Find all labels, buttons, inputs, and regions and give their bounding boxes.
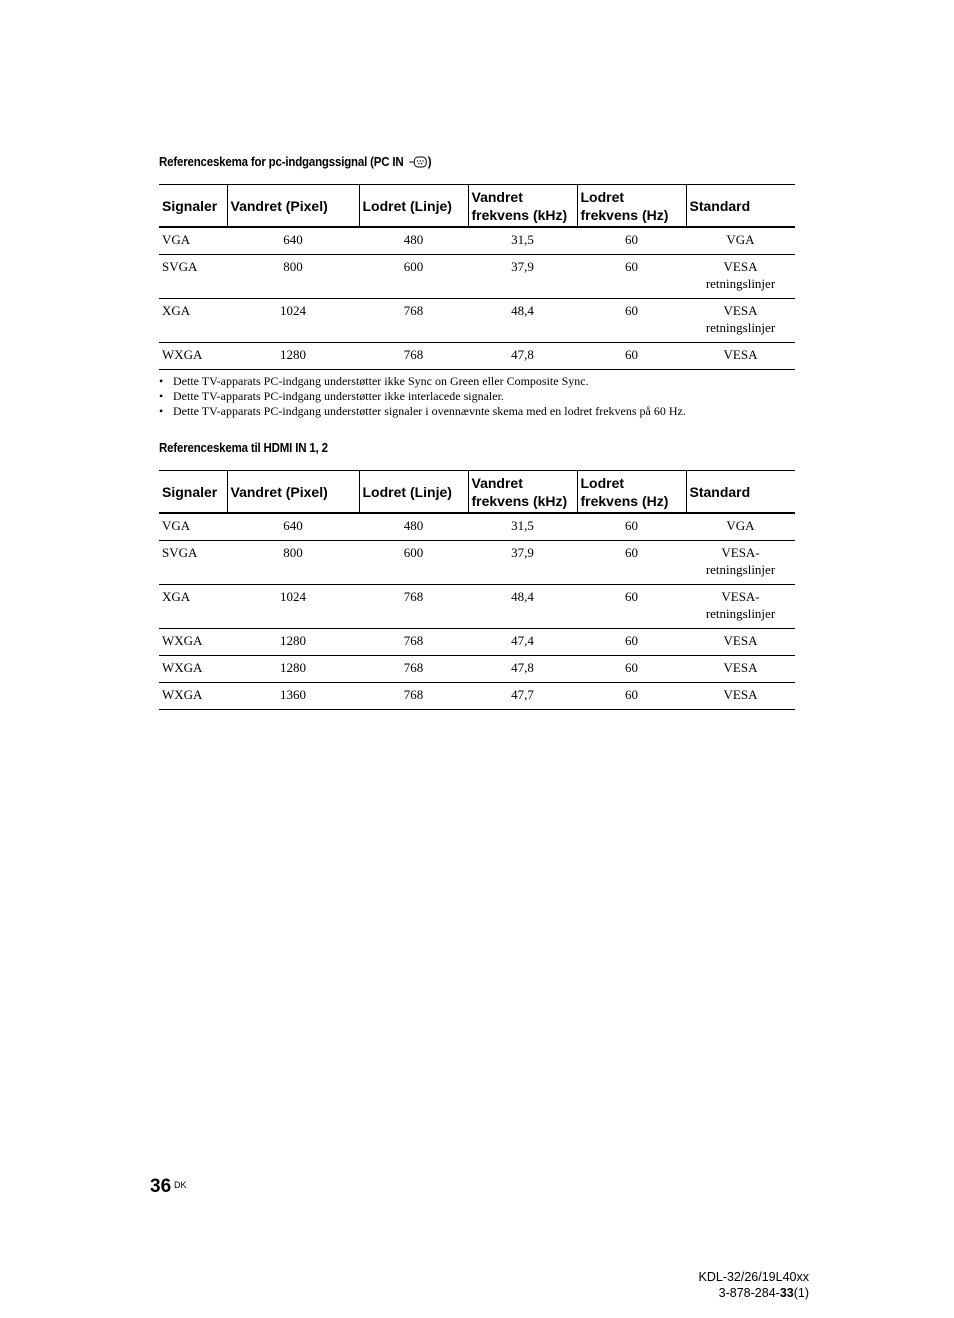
table-cell: 48,4 <box>468 585 577 629</box>
column-header: Vandret frekvens (kHz) <box>468 471 577 514</box>
table-cell: VESA <box>686 683 795 710</box>
table-cell: 1280 <box>227 656 359 683</box>
hdmi-signal-table <box>159 470 795 710</box>
column-header: Lodret (Linje) <box>359 471 468 514</box>
column-header: Lodret frekvens (Hz) <box>577 185 686 228</box>
table-cell: 768 <box>359 629 468 656</box>
table-cell: 47,4 <box>468 629 577 656</box>
table-cell: XGA <box>159 299 227 343</box>
table-cell: VGA <box>159 513 227 541</box>
page-language: DK <box>174 1180 187 1190</box>
column-header: Lodret frekvens (Hz) <box>577 471 686 514</box>
table-row <box>159 513 795 541</box>
note-item: • Dette TV-apparats PC-indgang understøtter ikke Sync on Green eller Composite Sync. <box>159 374 799 389</box>
column-header: Signaler <box>159 471 227 514</box>
table-cell: 60 <box>577 629 686 656</box>
pc-input-signal-table <box>159 184 795 370</box>
table-cell: 60 <box>577 513 686 541</box>
table-cell: 600 <box>359 541 468 585</box>
table-cell: 1360 <box>227 683 359 710</box>
column-header: Signaler <box>159 185 227 228</box>
table-cell: VESA- retningslinjer <box>686 585 795 629</box>
table-cell: VGA <box>686 227 795 255</box>
table-cell: WXGA <box>159 343 227 370</box>
table-cell: 768 <box>359 683 468 710</box>
table-cell: VGA <box>159 227 227 255</box>
table-cell: 1024 <box>227 299 359 343</box>
table-row <box>159 683 795 710</box>
table-cell: 640 <box>227 513 359 541</box>
table-cell: 60 <box>577 585 686 629</box>
table-header-row <box>159 471 795 514</box>
table-cell: VESA <box>686 343 795 370</box>
table-cell: 31,5 <box>468 513 577 541</box>
page-number: 36 <box>150 1176 172 1197</box>
column-header: Vandret (Pixel) <box>227 185 359 228</box>
table-cell: WXGA <box>159 683 227 710</box>
table-cell: VESA <box>686 656 795 683</box>
table-cell: 47,7 <box>468 683 577 710</box>
table-header-row <box>159 185 795 228</box>
table-cell: 1280 <box>227 343 359 370</box>
table-row <box>159 656 795 683</box>
column-header: Standard <box>686 185 795 228</box>
table-row <box>159 541 795 585</box>
table-cell: 480 <box>359 513 468 541</box>
table-cell: 37,9 <box>468 255 577 299</box>
table-cell: 1280 <box>227 629 359 656</box>
column-header: Vandret (Pixel) <box>227 471 359 514</box>
table-cell: VESA- retningslinjer <box>686 541 795 585</box>
pc-input-icon <box>409 156 427 171</box>
note-item: • Dette TV-apparats PC-indgang understøtter ikke interlacede signaler. <box>159 389 799 404</box>
table-cell: 37,9 <box>468 541 577 585</box>
table-cell: 48,4 <box>468 299 577 343</box>
table-cell: 47,8 <box>468 343 577 370</box>
table-cell: WXGA <box>159 656 227 683</box>
section-title-pc-input: Referenceskema for pc-indgangssignal (PC IN ) <box>159 155 432 169</box>
table-cell: XGA <box>159 585 227 629</box>
table-cell: 47,8 <box>468 656 577 683</box>
table-cell: 640 <box>227 227 359 255</box>
table-cell: 60 <box>577 227 686 255</box>
table-cell: 60 <box>577 656 686 683</box>
table-cell: 768 <box>359 656 468 683</box>
table-cell: 600 <box>359 255 468 299</box>
column-header: Lodret (Linje) <box>359 185 468 228</box>
table-cell: VESA <box>686 629 795 656</box>
model-number: KDL-32/26/19L40xx <box>698 1270 809 1284</box>
table-row <box>159 299 795 343</box>
table-cell: 768 <box>359 343 468 370</box>
table-cell: 60 <box>577 541 686 585</box>
table-row <box>159 255 795 299</box>
table-cell: VGA <box>686 513 795 541</box>
table-cell: SVGA <box>159 541 227 585</box>
model-info <box>699 1269 810 1301</box>
table-cell: VESA retningslinjer <box>686 299 795 343</box>
notes-list <box>159 374 799 419</box>
table-cell: 60 <box>577 343 686 370</box>
column-header: Standard <box>686 471 795 514</box>
table-cell: 800 <box>227 255 359 299</box>
table-cell: 480 <box>359 227 468 255</box>
table-row <box>159 343 795 370</box>
table-cell: 60 <box>577 255 686 299</box>
table-cell: SVGA <box>159 255 227 299</box>
table-cell: 31,5 <box>468 227 577 255</box>
note-item: • Dette TV-apparats PC-indgang understøtter signaler i ovennævnte skema med en lodret frekvens på 60 Hz. <box>159 404 799 419</box>
table-cell: 768 <box>359 299 468 343</box>
section-title-hdmi: Referenceskema til HDMI IN 1, 2 <box>159 441 328 455</box>
document-code: 3-878-284-33(1) <box>718 1286 809 1300</box>
table-cell: 800 <box>227 541 359 585</box>
table-row <box>159 227 795 255</box>
table-row <box>159 585 795 629</box>
table-cell: 768 <box>359 585 468 629</box>
column-header: Vandret frekvens (kHz) <box>468 185 577 228</box>
table-cell: 60 <box>577 299 686 343</box>
table-cell: VESA retningslinjer <box>686 255 795 299</box>
table-cell: WXGA <box>159 629 227 656</box>
table-cell: 1024 <box>227 585 359 629</box>
table-cell: 60 <box>577 683 686 710</box>
table-row <box>159 629 795 656</box>
